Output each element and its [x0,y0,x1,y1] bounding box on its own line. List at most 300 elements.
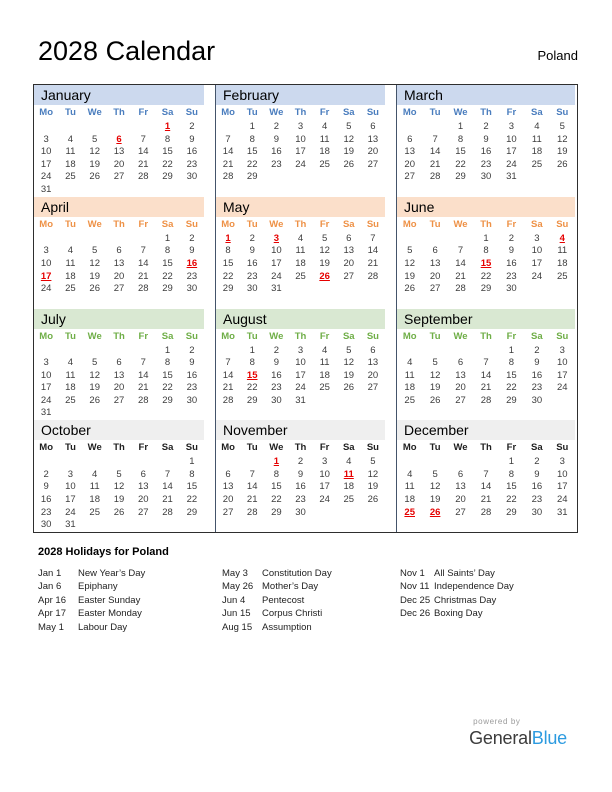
date-cell: 7 [483,357,489,369]
month-september [396,309,577,421]
weekday-label: Sa [342,442,355,454]
date-cell: 5 [370,456,376,468]
month-dates-grid [34,233,204,296]
holidays-title: 2028 Holidays for Poland [38,546,169,558]
date-cell: 5 [92,357,98,369]
page-title: 2028 Calendar [38,36,216,66]
month-dates-grid [34,345,204,421]
date-cell: 6 [140,468,146,480]
date-cell: 20 [367,369,379,381]
date-cell: 16 [186,146,198,158]
weekday-header-row [216,217,385,233]
weekday-label: Fr [506,330,517,342]
date-cell: 11 [319,357,330,369]
date-cell [361,171,385,184]
date-cell [448,456,473,469]
date-cell: 22 [271,494,282,506]
holiday-date-cell: 15 [246,369,258,381]
date-cell: 27 [343,270,355,282]
weekday-header-row [34,105,204,121]
date-cell: 21 [429,158,441,170]
holiday-name: New Year’s Day [78,568,146,579]
date-cell: 19 [89,270,100,282]
weekday-label: Fr [319,107,330,118]
weekday-label: Tu [246,330,258,342]
date-cell: 24 [271,270,282,282]
date-cell [131,456,155,469]
date-cell [155,519,179,532]
date-cell: 2 [43,468,49,480]
date-cell [34,345,58,358]
date-cell: 6 [457,357,464,369]
date-cell: 31 [295,394,306,406]
date-cell: 7 [457,245,464,257]
date-cell: 5 [407,245,413,257]
date-cell: 2 [534,456,540,468]
date-cell [361,507,385,520]
weekday-label: Mo [221,442,235,454]
date-cell [58,233,82,246]
date-cell: 6 [346,232,352,244]
date-cell: 7 [140,245,146,257]
date-cell: 22 [506,382,517,394]
date-cell: 14 [162,481,173,493]
date-cell: 30 [295,506,306,518]
date-cell: 27 [113,394,125,406]
date-cell [288,171,312,184]
holiday-name: Assumption [262,621,312,633]
date-cell: 1 [508,344,515,356]
weekday-label: We [269,107,284,118]
date-cell [58,407,82,420]
generalblue-logo [469,728,567,749]
date-cell: 27 [113,171,125,183]
date-cell: 9 [249,245,255,257]
date-cell [524,283,549,296]
date-cell: 18 [404,494,415,506]
date-cell: 9 [189,245,195,257]
date-cell: 9 [534,357,540,369]
date-cell: 16 [480,146,492,158]
weekday-label: Su [185,107,198,118]
date-cell: 10 [506,133,517,145]
holiday-name: Independence Day [434,581,514,593]
weekday-label: Mo [402,330,417,342]
holiday-date: May 26 [222,581,254,593]
date-cell [155,456,179,469]
date-cell: 5 [346,344,352,356]
date-cell: 14 [429,146,441,158]
date-cell: 29 [162,283,173,295]
month-january [34,85,215,197]
date-cell: 29 [186,506,198,518]
date-cell: 20 [113,382,125,394]
date-cell: 26 [113,506,125,518]
date-cell: 14 [137,369,149,381]
date-cell: 5 [559,121,565,132]
date-cell: 31 [556,506,568,518]
date-cell: 3 [508,121,515,132]
date-cell: 21 [137,382,149,394]
date-cell [107,233,131,246]
date-cell: 26 [89,394,100,406]
month-dates-grid [397,456,575,519]
date-cell [422,121,447,134]
weekday-label: Th [294,218,307,230]
date-cell: 5 [432,357,438,369]
date-cell: 25 [404,394,415,406]
date-cell: 21 [367,257,379,269]
date-cell: 24 [295,382,306,394]
holiday-date: Aug 15 [222,621,253,633]
weekday-label: We [87,107,102,118]
date-cell: 30 [40,519,52,531]
date-cell: 6 [370,121,376,132]
month-title: February [216,85,385,105]
date-cell: 31 [65,519,76,531]
country-label: Poland [537,48,578,63]
date-cell: 19 [343,146,355,158]
date-cell: 24 [556,494,568,506]
date-cell: 22 [186,494,198,506]
date-cell: 29 [455,171,466,183]
date-cell: 15 [455,146,466,158]
date-cell: 22 [246,382,258,394]
date-cell: 12 [113,481,125,493]
footer-branding [469,717,567,749]
date-cell: 15 [271,481,282,493]
weekday-label: We [269,218,284,230]
brand-general: General [469,728,532,748]
date-cell [58,184,82,197]
weekday-label: Tu [64,107,76,118]
weekday-label: Th [480,442,492,454]
weekday-label: Sa [342,107,355,118]
date-cell: 9 [43,481,49,493]
date-cell: 9 [273,133,279,145]
date-cell: 13 [429,257,441,269]
date-cell: 2 [297,456,304,468]
date-cell: 24 [40,394,52,406]
weekday-label: Mo [402,218,417,230]
date-cell: 28 [480,394,492,406]
date-cell: 18 [404,382,415,394]
weekday-label: Sa [531,330,543,342]
quarter-row [34,85,577,197]
date-cell [397,121,422,134]
date-cell: 3 [297,121,304,132]
date-cell: 17 [319,481,330,493]
date-cell: 25 [65,171,76,183]
date-cell: 4 [67,357,74,369]
date-cell: 13 [222,481,234,493]
holiday-entry [38,594,222,607]
date-cell: 23 [531,382,543,394]
date-cell: 4 [67,133,74,145]
holiday-date: Jan 6 [38,581,62,593]
holidays-section [38,546,578,634]
date-cell: 10 [271,245,282,257]
date-cell: 30 [186,394,198,406]
date-cell: 16 [531,481,543,493]
month-dates-grid [216,121,385,184]
date-cell [288,283,312,296]
quarter-row [34,309,577,421]
holiday-column [222,567,400,634]
date-cell: 21 [137,270,149,282]
date-cell [180,519,204,532]
weekday-header-row [216,329,385,345]
month-title: June [397,197,575,217]
date-cell: 3 [43,357,49,369]
month-october [34,420,215,532]
holiday-column [38,567,222,634]
date-cell [131,345,155,358]
date-cell: 23 [271,158,282,170]
month-title: August [216,309,385,329]
weekday-label: Su [366,330,379,342]
date-cell: 12 [89,369,100,381]
date-cell [107,456,131,469]
date-cell [313,283,337,296]
date-cell: 24 [295,158,306,170]
date-cell: 18 [65,158,76,170]
date-cell: 23 [506,270,517,282]
date-cell: 2 [483,121,489,132]
weekday-label: Fr [319,330,330,342]
date-cell [361,283,385,296]
month-title: July [34,309,204,329]
date-cell [107,407,131,420]
date-cell: 13 [113,146,125,158]
date-cell: 6 [116,245,122,257]
date-cell: 27 [367,382,379,394]
date-cell: 8 [508,468,515,480]
weekday-label: Sa [161,218,174,230]
date-cell: 7 [225,357,231,369]
weekday-header-row [397,105,575,121]
month-title: December [397,420,575,440]
date-cell: 17 [65,494,76,506]
holiday-date: Dec 25 [400,594,431,606]
date-cell [34,121,58,134]
weekday-label: Fr [319,218,330,230]
date-cell [550,395,575,408]
holiday-entry [400,594,514,607]
date-cell [337,171,361,184]
holiday-name: Pentecost [262,594,305,606]
date-cell: 25 [65,394,76,406]
date-cell: 29 [246,394,258,406]
date-cell: 29 [246,171,258,183]
date-cell: 12 [343,357,355,369]
date-cell: 8 [508,357,515,369]
date-cell [337,395,361,408]
holiday-date-cell: 4 [559,232,565,244]
date-cell: 23 [246,270,258,282]
date-cell: 14 [222,369,234,381]
date-cell: 1 [164,232,171,244]
month-dates-grid [397,345,575,408]
date-cell: 4 [321,344,328,356]
holiday-date-cell: 16 [186,257,198,269]
date-cell: 3 [559,344,565,356]
holiday-date-cell: 1 [273,456,279,468]
date-cell: 22 [162,158,173,170]
date-cell [107,184,131,197]
date-cell [240,456,264,469]
date-cell: 11 [404,481,415,493]
date-cell: 20 [455,494,466,506]
date-cell: 28 [222,394,234,406]
month-april [34,197,215,309]
date-cell: 10 [319,468,330,480]
date-cell: 20 [137,494,149,506]
date-cell: 12 [404,257,415,269]
date-cell: 7 [370,232,376,244]
weekday-header-row [34,329,204,345]
date-cell: 2 [189,232,195,244]
date-cell [34,456,58,469]
date-cell: 9 [297,468,304,480]
date-cell: 19 [89,382,100,394]
date-cell: 8 [249,357,255,369]
date-cell [155,184,179,197]
weekday-label: Mo [39,218,53,230]
date-cell: 13 [113,369,125,381]
weekday-label: Mo [39,442,53,454]
date-cell: 28 [222,171,234,183]
weekday-label: Mo [221,218,235,230]
date-cell: 11 [404,369,415,381]
date-cell: 22 [162,382,173,394]
date-cell: 5 [321,232,328,244]
holiday-date: Dec 26 [400,608,431,620]
date-cell: 22 [246,158,258,170]
date-cell: 19 [89,158,100,170]
date-cell: 20 [343,257,355,269]
date-cell: 28 [137,171,149,183]
weekday-label: Tu [429,107,441,118]
weekday-label: Th [113,107,125,118]
month-title: November [216,420,385,440]
date-cell [83,121,107,134]
date-cell [107,345,131,358]
date-cell [313,171,337,184]
weekday-label: Su [556,107,569,118]
date-cell: 6 [116,357,122,369]
weekday-label: Th [480,107,492,118]
date-cell: 27 [404,171,415,183]
date-cell: 15 [186,481,198,493]
date-cell: 17 [295,146,306,158]
weekday-label: Tu [64,218,76,230]
weekday-label: Sa [531,107,543,118]
date-cell: 3 [43,245,49,257]
holiday-entry [222,607,400,620]
month-title: September [397,309,575,329]
page-header [38,36,578,67]
holiday-columns [38,567,578,634]
date-cell: 30 [531,394,543,406]
weekday-label: Tu [246,107,258,118]
date-cell: 8 [273,468,279,480]
holiday-date-cell: 25 [404,506,415,518]
date-cell: 26 [556,158,568,170]
date-cell: 25 [295,270,306,282]
date-cell: 12 [89,257,100,269]
weekday-label: Th [480,218,492,230]
date-cell: 9 [189,357,195,369]
date-cell [337,507,361,520]
date-cell [473,345,498,358]
date-cell: 30 [531,506,543,518]
date-cell: 23 [186,382,198,394]
holiday-name: Boxing Day [434,608,483,620]
date-cell: 27 [222,506,234,518]
holiday-date-cell: 17 [40,270,52,282]
date-cell: 29 [271,506,282,518]
weekday-label: Tu [64,442,76,454]
date-cell: 23 [186,270,198,282]
date-cell: 23 [40,506,52,518]
date-cell: 25 [556,270,568,282]
date-cell: 21 [480,382,492,394]
date-cell: 21 [162,494,173,506]
date-cell [107,121,131,134]
date-cell: 20 [222,494,234,506]
date-cell: 4 [67,245,74,257]
date-cell: 7 [140,357,146,369]
date-cell: 6 [432,245,438,257]
date-cell: 17 [271,257,282,269]
date-cell [131,184,155,197]
date-cell: 10 [295,133,306,145]
weekday-label: Th [113,330,125,342]
date-cell: 13 [343,245,355,257]
date-cell: 24 [506,158,517,170]
date-cell [473,456,498,469]
date-cell [83,519,107,532]
date-cell: 30 [246,283,258,295]
date-cell: 17 [506,146,517,158]
holiday-entry [400,580,514,593]
date-cell: 20 [429,270,441,282]
month-dates-grid [397,121,575,184]
date-cell: 4 [92,468,98,480]
weekday-label: Th [480,330,492,342]
date-cell: 17 [556,369,568,381]
weekday-label: We [453,442,468,454]
date-cell: 30 [186,171,198,183]
date-cell: 23 [295,494,306,506]
date-cell: 28 [137,394,149,406]
date-cell: 21 [455,270,466,282]
date-cell [107,519,131,532]
weekday-label: Fr [319,442,330,454]
date-cell: 29 [506,506,517,518]
date-cell: 15 [246,146,258,158]
date-cell: 16 [271,146,282,158]
date-cell: 9 [483,133,489,145]
date-cell: 8 [164,357,171,369]
date-cell: 21 [246,494,258,506]
date-cell: 3 [534,232,540,244]
date-cell [422,233,447,246]
month-dates-grid [397,233,575,296]
date-cell: 26 [343,158,355,170]
date-cell: 9 [534,468,540,480]
